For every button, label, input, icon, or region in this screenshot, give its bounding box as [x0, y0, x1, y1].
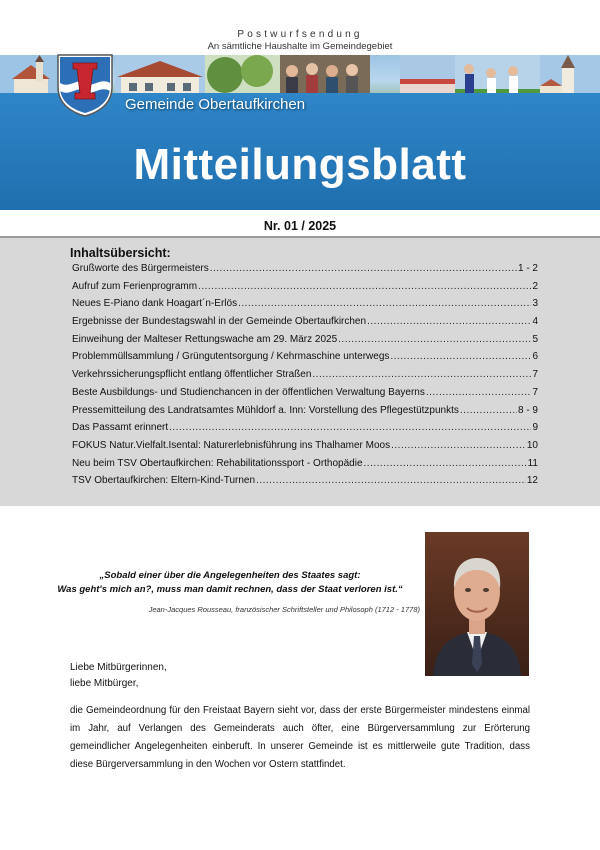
toc-entry-title: Pressemitteilung des Landratsamtes Mühldorf a. Inn: Vorstellung des Pflegestützpunkts [72, 404, 459, 416]
issue-number: Nr. 01 / 2025 [263, 219, 337, 233]
postwurf-label: Postwurfsendung [237, 29, 363, 40]
newsletter-title: Mitteilungsblatt [133, 140, 467, 189]
toc-entry [72, 316, 538, 334]
municipality-name: Gemeinde Obertaufkirchen [125, 96, 306, 113]
toc-entry [72, 334, 538, 352]
toc-leader-dots [460, 405, 517, 416]
toc-leader-dots [390, 351, 531, 362]
toc-entry-title: Beste Ausbildungs- und Studienchancen in der öffentlichen Verwaltung Bayerns [72, 386, 425, 398]
toc-entry [72, 475, 538, 493]
toc-entry-title: Aufruf zum Ferienprogramm [72, 280, 198, 292]
toc-leader-dots [210, 263, 517, 274]
toc-entry [72, 440, 538, 458]
salutation-line: Liebe Mitbürgerinnen, [70, 662, 167, 673]
distribution-note: An sämtliche Haushalte im Gemeindegebiet [207, 41, 393, 52]
toc-entry-title: Neues E-Piano dank Hoagart´n-Erlös [72, 298, 238, 310]
toc-entry-title: Ergebnisse der Bundestagswahl in der Gemeinde Obertaufkirchen [72, 316, 367, 328]
toc-entry-page: 6 [532, 351, 538, 363]
toc-entry-page: 7 [532, 386, 538, 398]
toc-leader-dots [238, 298, 531, 309]
toc-entry [72, 263, 538, 281]
toc-entry-page: 2 [532, 280, 538, 292]
quote [40, 569, 420, 597]
salutation [70, 660, 167, 692]
toc-entry-title: Grußworte des Bürgermeisters [72, 263, 209, 274]
toc-entry-title: Einweihung der Malteser Rettungswache am 29. März 2025 [72, 333, 338, 345]
salutation-line: liebe Mitbürger, [70, 678, 139, 689]
toc-entry-page: 4 [532, 316, 538, 328]
toc-leader-dots [367, 316, 531, 327]
toc-entry [72, 422, 538, 440]
toc-entry-title: Neu beim TSV Obertaufkirchen: Rehabilitationssport - Orthopädie [72, 457, 363, 469]
toc-entry-page: 9 [532, 422, 538, 434]
toc-entry-page: 1 - 2 [517, 263, 538, 274]
toc-entry [72, 369, 538, 387]
toc-entry [72, 405, 538, 423]
toc-leader-dots [391, 440, 526, 451]
toc-entry [72, 458, 538, 476]
toc-leader-dots [198, 281, 531, 292]
toc-entry-page: 12 [526, 475, 538, 487]
toc-entry [72, 281, 538, 299]
toc-entry [72, 387, 538, 405]
toc-entry-page: 3 [532, 298, 538, 310]
toc-entry [72, 351, 538, 369]
toc-entry-page: 10 [526, 439, 538, 451]
quote-attribution: Jean-Jacques Rousseau, französischer Schriftsteller und Philosoph (1712 - 1778) [148, 605, 420, 614]
toc-leader-dots [256, 475, 526, 486]
toc-leader-dots [364, 458, 527, 469]
toc-leader-dots [312, 369, 531, 380]
toc-entry-page: 8 - 9 [517, 404, 538, 416]
toc-leader-dots [338, 334, 531, 345]
municipality-crest-icon [56, 53, 114, 117]
toc-entry-title: Verkehrssicherungspflicht entlang öffentlicher Straßen [72, 369, 312, 381]
toc-list [72, 263, 538, 493]
toc-entry-page: 11 [527, 457, 538, 469]
letter-body: die Gemeindeordnung für den Freistaat Bayern sieht vor, dass der erste Bürgermeister mindestens einmal im Jahr, auf Verlangen des Gemeinderats auch öfter, eine Bürgerversammlung zur Erörterung gemeindlicher Angelegenheiten einberuft. In unserer Gemeinde ist es mittlerweile gute Tradition, dass diese Bürgerversammlung in den Wochen vor Ostern stattfindet. [70, 705, 530, 770]
quote-line: Was geht's mich an?, muss man damit rechnen, dass der Staat verloren ist.“ [57, 584, 403, 595]
quote-line: „Sobald einer über die Angelegenheiten des Staates sagt: [99, 570, 361, 581]
toc-leader-dots [169, 422, 531, 433]
toc-entry-title: TSV Obertaufkirchen: Eltern-Kind-Turnen [72, 475, 256, 487]
toc-heading: Inhaltsübersicht: [70, 246, 171, 260]
toc-entry-page: 7 [532, 369, 538, 381]
toc-entry-page: 5 [532, 333, 538, 345]
toc-entry [72, 298, 538, 316]
toc-entry-title: Problemmüllsammlung / Grüngutentsorgung / Kehrmaschine unterwegs [72, 351, 390, 363]
toc-leader-dots [426, 387, 532, 398]
toc-entry-title: FOKUS Natur.Vielfalt.Isental: Naturerlebnisführung ins Thalhamer Moos [72, 439, 391, 451]
toc-entry-title: Das Passamt erinnert [72, 422, 169, 434]
mayor-portrait [425, 532, 529, 676]
